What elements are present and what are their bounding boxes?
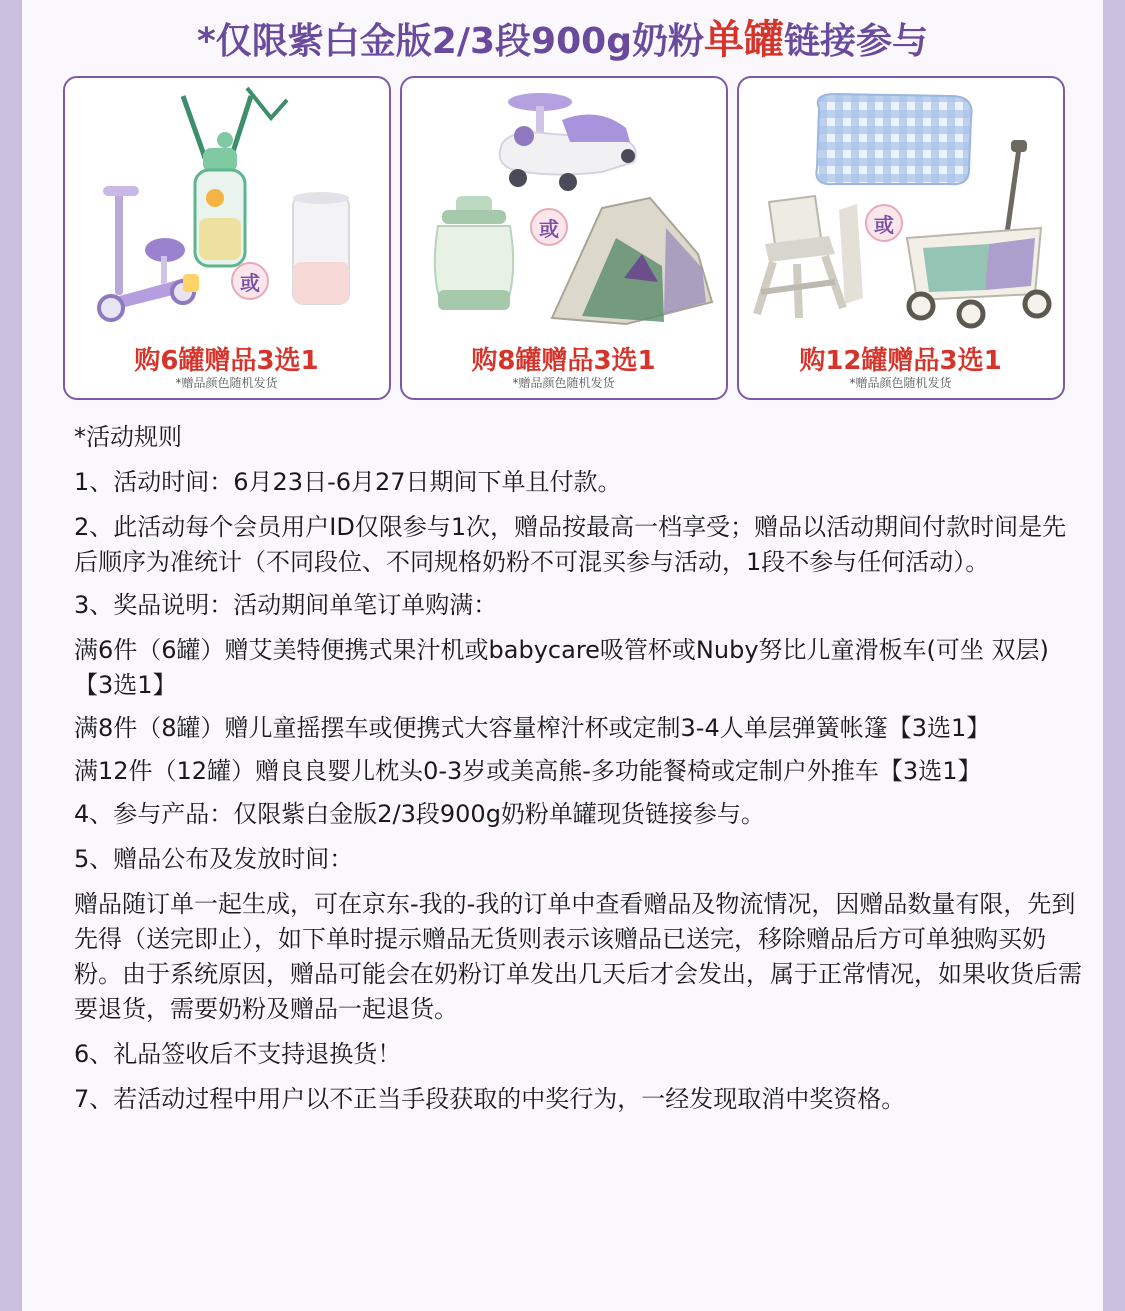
rule-item: 满6件（6罐）赠艾美特便携式果汁机或babycare吸管杯或Nuby努比儿童滑板车(可坐 双层)【3选1】	[74, 636, 1049, 699]
tier-title: 购12罐赠品3选1	[799, 346, 1002, 376]
tier-card-8	[400, 76, 728, 400]
tier-card-12	[737, 76, 1065, 400]
headline-text: *仅限紫白金版2/3段900g奶粉	[196, 21, 704, 62]
kids-scooter-image	[99, 186, 199, 320]
promo-panel	[22, 0, 1103, 1311]
straw-cup-image	[183, 88, 287, 266]
tier-12-gift-illustration	[739, 78, 1062, 340]
rule-item: 3、奖品说明：活动期间单笔订单购满：	[74, 591, 498, 619]
high-chair-image	[757, 196, 863, 318]
rule-item: 5、赠品公布及发放时间：	[74, 845, 354, 873]
rule-item: 满8件（8罐）赠儿童摇摆车或便携式大容量榨汁杯或定制3-4人单层弹簧帐篷【3选1】	[74, 714, 991, 742]
juicer-cup-image	[435, 196, 513, 310]
rule-item: 2、此活动每个会员用户ID仅限参与1次，赠品按最高一档享受；赠品以活动期间付款时间是先后顺序为准统计（不同段位、不同规格奶粉不可混买参与活动，1段不参与任何活动）。	[74, 513, 1067, 576]
rule-item: 满12件（12罐）赠良良婴儿枕头0-3岁或美高熊-多功能餐椅或定制户外推车【3选1】	[74, 757, 982, 785]
portable-juicer-image	[293, 192, 349, 304]
tier-6-gift-illustration	[65, 78, 388, 340]
or-badge: 或	[865, 204, 903, 242]
activity-rules	[74, 420, 1084, 1127]
promo-headline	[22, 8, 1103, 65]
headline-text-end: 链接参与	[783, 21, 928, 62]
tier-note: *赠品颜色随机发货	[175, 376, 278, 390]
or-badge: 或	[231, 262, 269, 300]
or-badge: 或	[530, 208, 568, 246]
tier-note: *赠品颜色随机发货	[512, 376, 615, 390]
swing-car-image	[500, 93, 636, 191]
rules-heading: *活动规则	[74, 423, 182, 451]
rule-item: 赠品随订单一起生成，可在京东-我的-我的订单中查看赠品及物流情况，因赠品数量有限，先到先得（送完即止），如下单时提示赠品无货则表示该赠品已送完，移除赠品后方可单独购买奶粉。由于系统原因，赠品可能会在奶粉订单发出几天后才会发出，属于正常情况，如果收货后需要退货，需要奶粉及赠品一起退货。	[74, 890, 1082, 1023]
camping-tent-image	[552, 198, 712, 324]
rule-item: 1、活动时间：6月23日-6月27日期间下单且付款。	[74, 468, 622, 496]
tier-8-gift-illustration	[402, 78, 725, 340]
tier-note: *赠品颜色随机发货	[849, 376, 952, 390]
rule-item: 4、参与产品：仅限紫白金版2/3段900g奶粉单罐现货链接参与。	[74, 800, 765, 828]
rule-item: 6、礼品签收后不支持退换货！	[74, 1040, 402, 1068]
baby-pillow-image	[816, 94, 971, 184]
tier-card-6	[63, 76, 391, 400]
tier-title: 购6罐赠品3选1	[134, 346, 319, 376]
rule-item: 7、若活动过程中用户以不正当手段获取的中奖行为，一经发现取消中奖资格。	[74, 1085, 906, 1113]
headline-highlight: 单罐	[703, 17, 784, 63]
tier-title: 购8罐赠品3选1	[471, 346, 656, 376]
